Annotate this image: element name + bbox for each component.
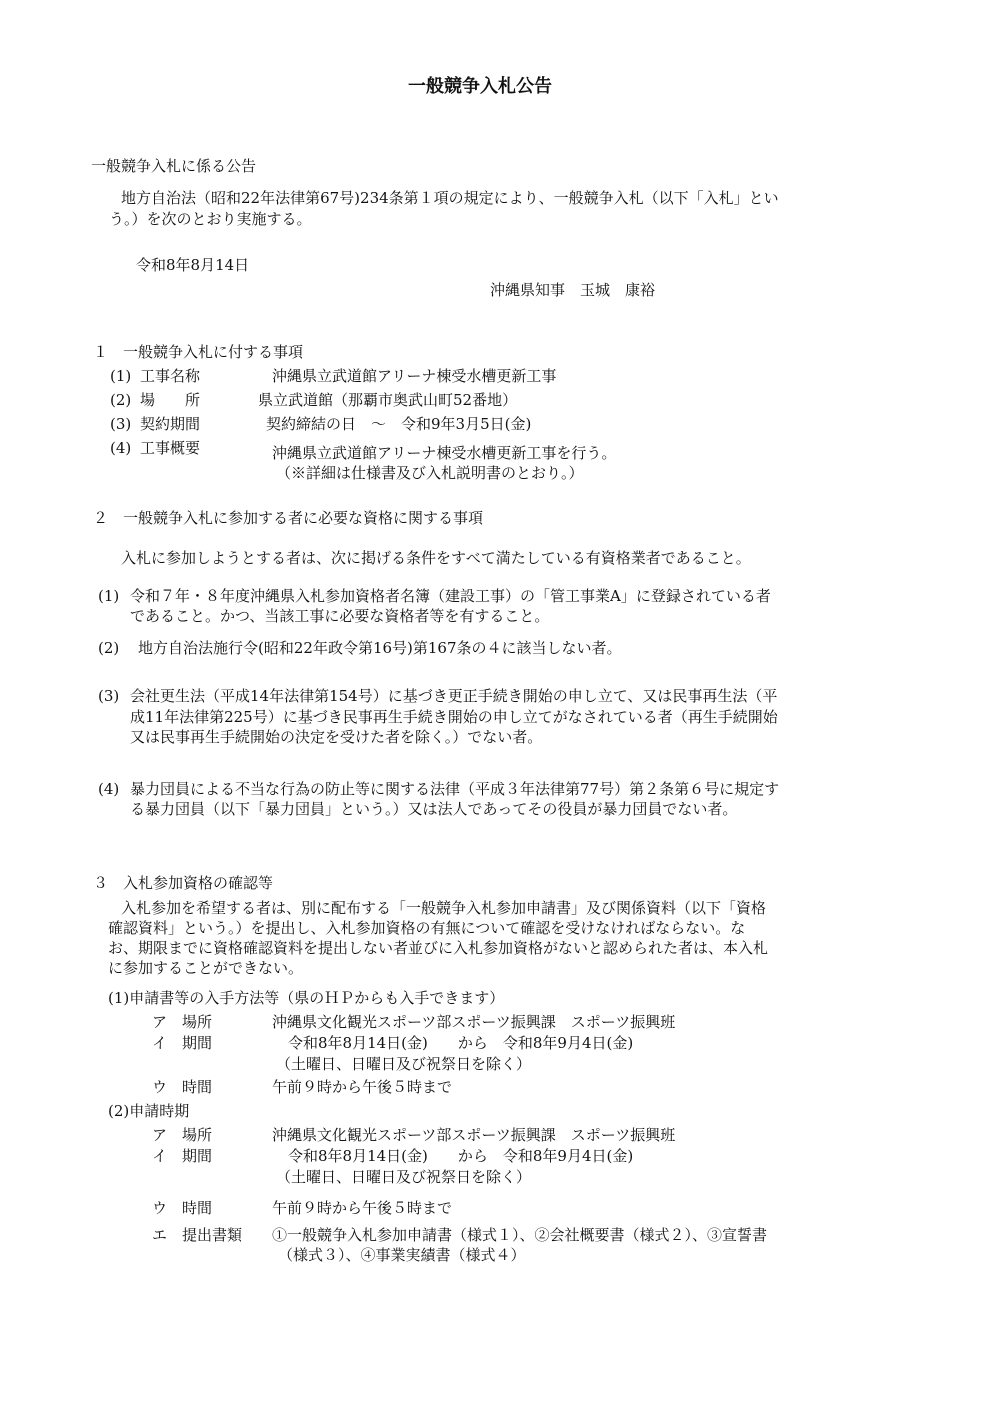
sub2-documents-label: エ 提出書類 (152, 1226, 243, 1244)
sub2-documents-value: （様式３）、④事業実績書（様式４） (278, 1246, 526, 1264)
section2-item-line: 地方自治法施行令(昭和22年政令第16号)第167条の４に該当しない者。 (138, 639, 622, 657)
section1-item-label: 契約期間 (140, 415, 201, 433)
section1-item-note: （※詳細は仕様書及び入札説明書のとおり。） (276, 464, 584, 482)
sub2-place-label: ア 場所 (152, 1126, 213, 1144)
section3-lead-line: に参加することができない。 (108, 959, 304, 977)
section2-item-num: (1) (98, 587, 120, 605)
section2-item-line: る暴力団員（以下「暴力団員」という。）又は法人であってその役員が暴力団員でない者。 (130, 800, 738, 818)
section2-item-line: 成11年法律第225号）に基づき民事再生手続き開始の申し立てがなされている者（再生手続開始 (130, 708, 778, 726)
sub2-documents-value: ①一般競争入札参加申請書（様式１）、②会社概要書（様式２）、③宣誓書 (272, 1226, 768, 1244)
section1-item-label: 場 所 (140, 391, 201, 409)
sub2-time-value: 午前９時から午後５時まで (272, 1199, 453, 1217)
section2-item-line: 又は民事再生手続開始の決定を受けた者を除く。）でない者。 (130, 728, 543, 746)
sub1-period-note: （土曜日、日曜日及び祝祭日を除く） (276, 1055, 532, 1073)
sub2-period-label: イ 期間 (152, 1147, 213, 1165)
sub1-place-label: ア 場所 (152, 1013, 213, 1031)
sub2-time-label: ウ 時間 (152, 1199, 213, 1217)
section2-item-num: (2) (98, 639, 120, 657)
intro-line-2: う。）を次のとおり実施する。 (109, 210, 312, 228)
section1-item-value: 契約締結の日 ～ 令和9年3月5日(金) (266, 415, 532, 433)
section1-item-value: 県立武道館（那覇市奥武山町52番地） (258, 391, 518, 409)
section1-item-label: 工事名称 (140, 367, 201, 385)
section1-item-num: (2) (110, 391, 132, 409)
section3-lead-line: お、期限までに資格確認資料を提出しない者並びに入札参加資格がないと認められた者は、本入札 (108, 939, 769, 957)
section2-item-line: 会社更生法（平成14年法律第154号）に基づき更正手続き開始の申し立て、又は民事再生法（平 (130, 687, 778, 705)
section2-item-num: (3) (98, 687, 120, 705)
section2-lead: 入札に参加しようとする者は、次に掲げる条件をすべて満たしている有資格業者であること。 (121, 549, 751, 567)
sub2-place-value: 沖縄県文化観光スポーツ部スポーツ振興課 スポーツ振興班 (272, 1126, 676, 1144)
section3-lead-line: 確認資料」という。）を提出し、入札参加資格の有無について確認を受けなければならない。な (108, 919, 746, 937)
section2-heading: ２ 一般競争入札に参加する者に必要な資格に関する事項 (93, 509, 484, 527)
section2-item-line: 暴力団員による不当な行為の防止等に関する法律（平成３年法律第77号）第２条第６号に規定す (130, 780, 780, 798)
section1-item-num: (4) (110, 439, 132, 457)
sub2-period-note: （土曜日、日曜日及び祝祭日を除く） (276, 1168, 532, 1186)
sub1-time-label: ウ 時間 (152, 1078, 213, 1096)
sub1-period-label: イ 期間 (152, 1034, 213, 1052)
intro-line-1: 地方自治法（昭和22年法律第67号)234条第１項の規定により、一般競争入札（以下「入札」とい (121, 189, 779, 207)
sub1-time-value: 午前９時から午後５時まで (272, 1078, 453, 1096)
section1-heading: １ 一般競争入札に付する事項 (93, 343, 304, 361)
issuer-name: 沖縄県知事 玉城 康裕 (490, 281, 656, 299)
notice-heading: 一般競争入札に係る公告 (91, 157, 257, 175)
section1-item-value: 沖縄県立武道館アリーナ棟受水槽更新工事 (272, 367, 557, 385)
section3-heading: ３ 入札参加資格の確認等 (93, 874, 274, 892)
sub1-place-value: 沖縄県文化観光スポーツ部スポーツ振興課 スポーツ振興班 (272, 1013, 676, 1031)
notice-date: 令和8年8月14日 (136, 256, 250, 274)
section1-item-value: 沖縄県立武道館アリーナ棟受水槽更新工事を行う。 (272, 444, 617, 462)
sub2-period-value: 令和8年8月14日(金) から 令和8年9月4日(金) (288, 1147, 634, 1165)
section3-lead-line: 入札参加を希望する者は、別に配布する「一般競争入札参加申請書」及び関係資料（以下「資格 (121, 899, 767, 917)
sub1-period-value: 令和8年8月14日(金) から 令和8年9月4日(金) (288, 1034, 634, 1052)
section2-item-line: 令和７年・８年度沖縄県入札参加資格者名簿（建設工事）の「管工事業A」に登録されている者 (130, 587, 771, 605)
subsection1-heading: (1)申請書等の入手方法等（県のＨＰからも入手できます） (108, 989, 505, 1007)
section2-item-line: であること。かつ、当該工事に必要な資格者等を有すること。 (130, 607, 550, 625)
subsection2-heading: (2)申請時期 (108, 1102, 190, 1120)
section1-item-num: (3) (110, 415, 132, 433)
section1-item-label: 工事概要 (140, 439, 201, 457)
section1-item-num: (1) (110, 367, 132, 385)
page-title: 一般競争入札公告 (408, 76, 552, 97)
section2-item-num: (4) (98, 780, 120, 798)
